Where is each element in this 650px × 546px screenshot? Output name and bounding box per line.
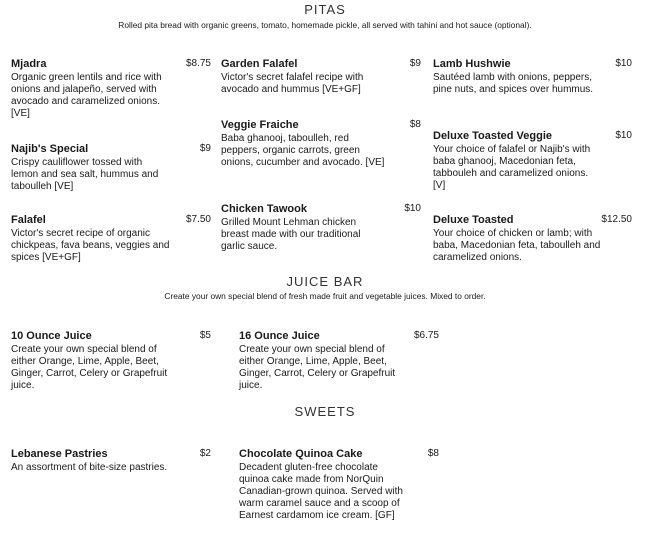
item-name: 16 Ounce Juice — [239, 330, 320, 342]
item-description: Grilled Mount Lehman chicken breast made with our traditional garlic sauce. — [221, 217, 361, 252]
item-price: $9 — [199, 143, 211, 154]
menu-item-najibs-special — [11, 143, 211, 193]
item-price: $10 — [615, 130, 632, 141]
item-name: Chocolate Quinoa Cake — [239, 448, 363, 460]
item-name: Veggie Fraiche — [221, 119, 299, 131]
pitas-title: PITAS — [304, 2, 346, 17]
item-description: Your choice of falafel or Najib's with baba ghanooj, Macedonian feta, tabbouleh and caramelized onions. [V] — [433, 144, 591, 191]
item-price: $10 — [404, 203, 421, 214]
menu-item-garden-falafel — [221, 58, 421, 96]
item-description: Create your own special blend of either Orange, Lime, Apple, Beet, Ginger, Carrot, Celery or Grapefruit juice. — [239, 344, 396, 391]
item-description: Crispy cauliflower tossed with lemon and sea salt, hummus and taboulleh [VE] — [11, 157, 159, 192]
juice-bar-title: JUICE BAR — [286, 274, 364, 289]
menu-item-lamb-hushwie — [433, 58, 632, 96]
menu-item-chicken-tawook — [221, 203, 421, 253]
item-price: $2 — [199, 448, 211, 459]
item-price: $8 — [427, 448, 439, 459]
item-name: Mjadra — [11, 58, 47, 70]
item-price: $8 — [409, 119, 421, 130]
item-name: Lamb Hushwie — [433, 58, 511, 70]
item-name: Chicken Tawook — [221, 203, 307, 215]
item-price: $9 — [409, 58, 421, 69]
item-description: Organic green lentils and rice with onions and jalapeño, served with avocado and caramelized onions. [VE] — [11, 72, 162, 119]
menu-item-veggie-fraiche — [221, 119, 421, 169]
menu-item-falafel — [11, 214, 211, 264]
item-description: Sautéed lamb with onions, peppers, pine nuts, and spices over hummus. — [433, 72, 594, 95]
item-price: $7.50 — [185, 214, 211, 225]
menu-item-lebanese-pastries — [11, 448, 211, 474]
item-price: $6.75 — [413, 330, 439, 341]
menu-item-mjadra — [11, 58, 211, 120]
item-name: Najib's Special — [11, 143, 89, 155]
item-description: Victor's secret falafel recipe with avocado and hummus [VE+GF] — [221, 72, 364, 95]
item-price: $5 — [199, 330, 211, 341]
menu-item-10-ounce-juice — [11, 330, 211, 392]
item-description: Baba ghanooj, taboulleh, red peppers, organic carrots, green onions, cucumber and avocado. [VE] — [221, 133, 385, 168]
menu-item-deluxe-toasted-veggie — [433, 130, 632, 192]
item-name: Garden Falafel — [221, 58, 298, 70]
item-price: $12.50 — [601, 214, 632, 225]
item-description: Your choice of chicken or lamb; with baba, Macedonian feta, taboulleh and caramelized onions. — [433, 228, 601, 263]
menu-item-16-ounce-juice — [239, 330, 439, 392]
item-name: 10 Ounce Juice — [11, 330, 92, 342]
item-price: $10 — [615, 58, 632, 69]
juice-bar-subtitle: Create your own special blend of fresh made fruit and vegetable juices. Mixed to order. — [164, 291, 486, 301]
pitas-subtitle: Rolled pita bread with organic greens, tomato, homemade pickle, all served with tahini and hot sauce (optional). — [118, 20, 532, 30]
item-name: Falafel — [11, 214, 46, 226]
menu-item-chocolate-quinoa-cake — [239, 448, 439, 522]
menu-item-deluxe-toasted — [433, 214, 632, 264]
item-description: Decadent gluten-free chocolate quinoa cake made from NorQuin Canadian-grown quinoa. Served with warm caramel sauce and a scoop of Earnest cardamom ice cream. [GF] — [239, 462, 403, 521]
item-description: Victor's secret recipe of organic chickpeas, fava beans, veggies and spices [VE+GF] — [11, 228, 170, 263]
item-description: Create your own special blend of either Orange, Lime, Apple, Beet, Ginger, Carrot, Celery or Grapefruit juice. — [11, 344, 168, 391]
item-name: Deluxe Toasted — [433, 214, 514, 226]
item-description: An assortment of bite-size pastries. — [11, 462, 168, 473]
sweets-title: SWEETS — [294, 404, 356, 419]
item-name: Deluxe Toasted Veggie — [433, 130, 553, 142]
item-price: $8.75 — [185, 58, 211, 69]
item-name: Lebanese Pastries — [11, 448, 108, 460]
